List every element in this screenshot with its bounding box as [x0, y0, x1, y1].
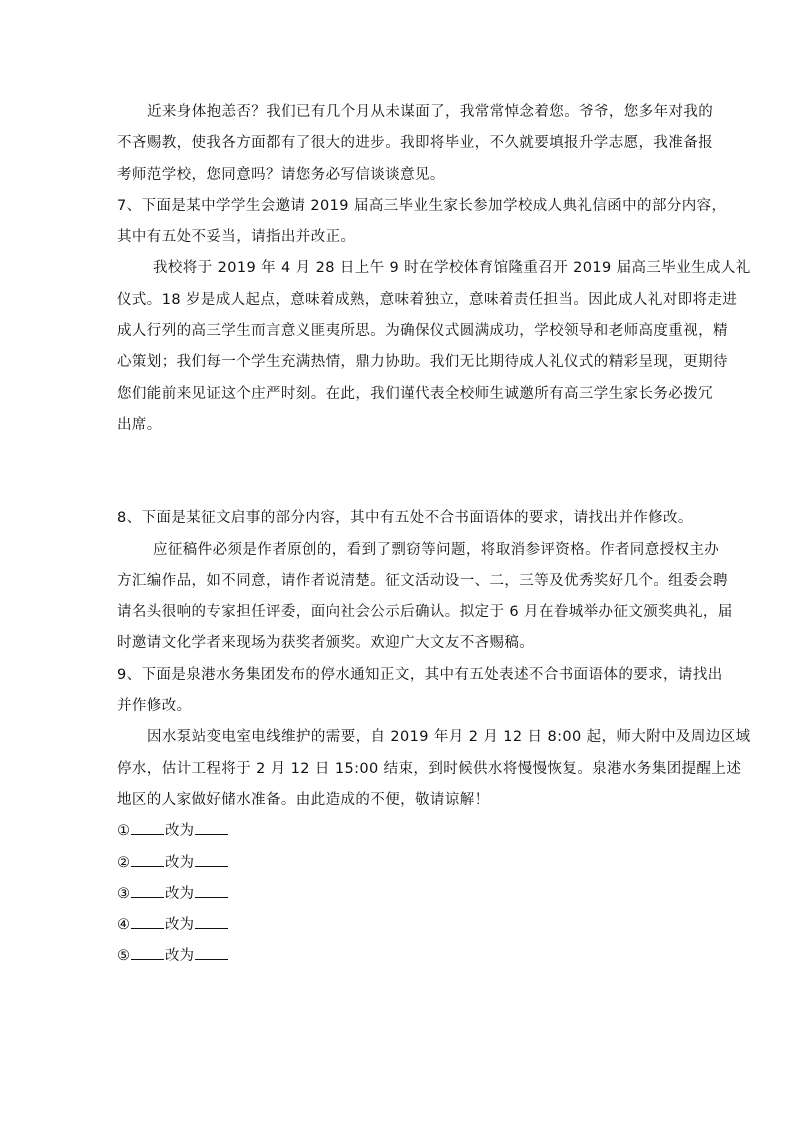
answer-blank-original[interactable] — [131, 852, 164, 867]
text-line: 近来身体抱恙否？我们已有几个月从未谋面了，我常常悼念着您。爷爷，您多年对我的 — [147, 104, 714, 120]
answer-marker: ④ — [117, 917, 130, 934]
answer-change-label: 改为 — [165, 823, 194, 840]
text-line: 考师范学校，您同意吗？请您务必写信谈谈意见。 — [117, 166, 445, 183]
answer-change-label: 改为 — [165, 948, 194, 965]
passage-line: 方汇编作品，如不同意，请作者说清楚。征文活动设一、二，三等及优秀奖好几个。组委会聘 — [117, 572, 728, 589]
question-7 — [117, 191, 751, 441]
passage-line: 时邀请文化学者来现场为获奖者颁奖。欢迎广大文友不吝赐稿。 — [117, 635, 535, 652]
question-stem: 8、下面是某征文启事的部分内容，其中有五处不合书面语体的要求，请找出并作修改。 — [117, 510, 693, 527]
document-page — [117, 97, 751, 973]
answer-blank-original[interactable] — [131, 883, 164, 898]
answer-change-label: 改为 — [165, 917, 194, 934]
passage-line: 应征稿件必须是作者原创的，看到了剽窃等问题，将取消参评资格。作者同意授权主办 — [153, 541, 720, 558]
passage-line: 地区的人家做好储水准备。由此造成的不便，敬请谅解！ — [117, 791, 490, 808]
answer-change-label: 改为 — [165, 885, 194, 902]
answer-row — [117, 848, 679, 879]
answer-blank-original[interactable] — [131, 914, 164, 929]
answer-row — [117, 879, 679, 910]
question-stem: 9、下面是泉港水务集团发布的停水通知正文，其中有五处表述不合书面语体的要求，请找出 — [117, 666, 723, 683]
question-stem: 并作修改。 — [117, 698, 192, 715]
passage-line: 出席。 — [117, 416, 162, 433]
answer-marker: ① — [117, 823, 130, 840]
letter-excerpt — [117, 97, 714, 191]
passage-line: 因水泵站变电室电线维护的需要，自 2019 年月 2 月 12 日 8:00 起，师大附中及周边区域 — [147, 729, 751, 746]
answer-blank-corrected[interactable] — [195, 820, 228, 835]
answer-row — [117, 941, 679, 972]
answer-blank-original[interactable] — [131, 820, 164, 835]
answer-marker: ⑤ — [117, 948, 130, 965]
answer-blank-corrected[interactable] — [195, 914, 228, 929]
answer-marker: ③ — [117, 885, 130, 902]
question-stem: 其中有五处不妥当，请指出并改正。 — [117, 229, 356, 246]
passage-line: 您们能前来见证这个庄严时刻。在此，我们谨代表全校师生诚邀所有高三学生家长务必拨冗 — [117, 385, 713, 402]
question-9 — [117, 660, 751, 816]
answer-list — [117, 816, 679, 972]
passage-line: 停水，估计工程将于 2 月 12 日 15:00 结束，到时候供水将慢慢恢复。泉港水务集团提醒上述 — [117, 760, 742, 777]
passage-line: 我校将于 2019 年 4 月 28 日上午 9 时在学校体育馆隆重召开 2019 届高三毕业生成人礼 — [153, 260, 751, 277]
answer-change-label: 改为 — [165, 854, 194, 871]
question-stem: 7、下面是某中学学生会邀请 2019 届高三毕业生家长参加学校成人典礼信函中的部分内容， — [117, 197, 727, 214]
answer-blank-corrected[interactable] — [195, 945, 228, 960]
passage-line: 请名头很响的专家担任评委，面向社会公示后确认。拟定于 6 月在眷城举办征文颁奖典礼，届 — [117, 604, 733, 621]
passage-line: 成人行列的高三学生而言意义匪夷所思。为确保仪式圆满成功，学校领导和老师高度重视，精 — [117, 323, 728, 340]
answer-row — [117, 910, 679, 941]
passage-line: 仪式。18 岁是成人起点，意味着成熟，意味着独立，意味着责任担当。因此成人礼对即将走进 — [117, 291, 738, 308]
answer-blank-original[interactable] — [131, 945, 164, 960]
question-8 — [117, 503, 733, 659]
text-line: 不吝赐教，使我各方面都有了很大的进步。我即将毕业，不久就要填报升学志愿，我准备报 — [117, 135, 713, 152]
answer-blank-corrected[interactable] — [195, 883, 228, 898]
blank-space — [117, 441, 679, 503]
answer-marker: ② — [117, 854, 130, 871]
answer-row — [117, 816, 679, 847]
answer-blank-corrected[interactable] — [195, 852, 228, 867]
passage-line: 心策划；我们每一个学生充满热情，鼎力协助。我们无比期待成人礼仪式的精彩呈现，更期待 — [117, 354, 728, 371]
